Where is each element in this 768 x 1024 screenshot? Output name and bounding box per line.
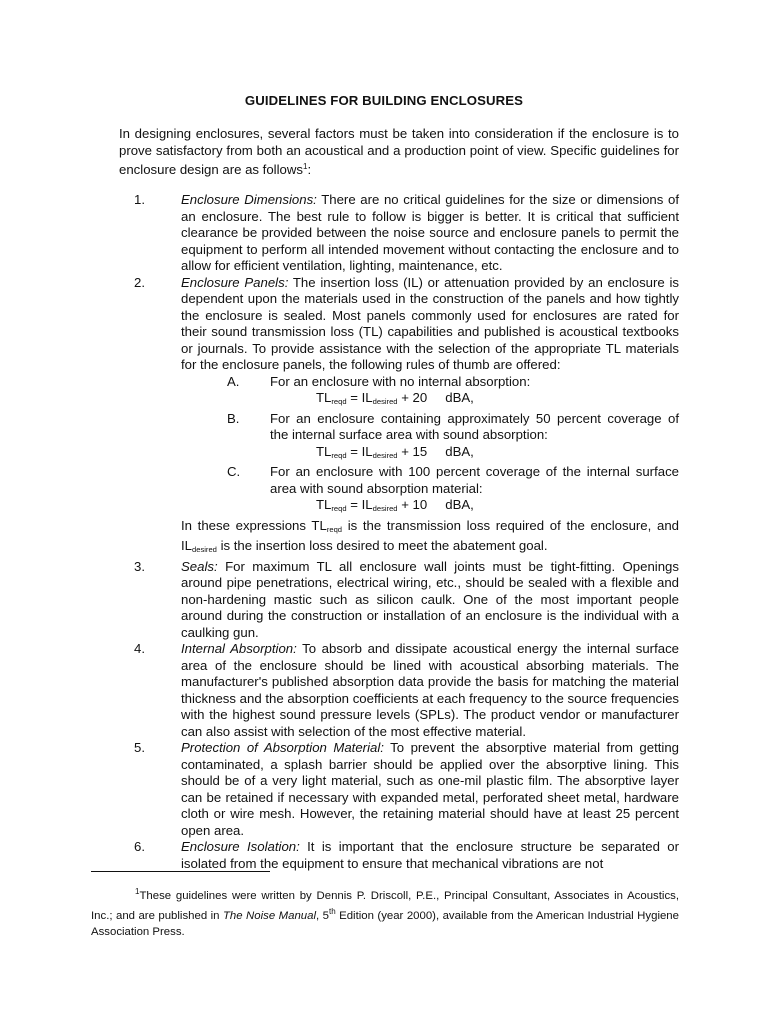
list-item xyxy=(0,740,768,839)
list-item-text xyxy=(181,839,679,872)
list-item-text xyxy=(181,559,679,642)
footnote: $^1$These guidelines were written by Dennis P. Driscoll, P.E., Principal Consultant, Associates in Acoustics, Inc.; and are published in The Noise Manual, 5th Edition (year 2000), available from the American Industrial Hygiene Association Press. xyxy=(91,887,679,938)
rule-formula: $TL_{reqd} = IL_{desired} + 15$ dBA, xyxy=(316,443,474,460)
rule-text: For an enclosure with 100 percent coverage of the internal surface area with sound absorption material: xyxy=(270,464,679,496)
list-item-body: It is important that the enclosure structure be separated or isolated from the equipment to ensure that mechanical vibrations are not xyxy=(181,839,679,871)
list-item-body: To prevent the absorptive material from getting contaminated, a splash barrier should be applied over the absorptive lining. This should be of a very light material, such as one-mil plastic film. The absorptive layer can be retained if necessary with expanded metal, perforated sheet metal, hardware cloth or wire mesh. However, the retaining material should have at least 25 percent open area. xyxy=(181,740,679,838)
rule-text: For an enclosure with no internal absorption: xyxy=(270,373,531,389)
list-item-number: 2. xyxy=(134,274,145,290)
list-item-heading: Enclosure Panels: xyxy=(181,274,289,290)
list-item-body: The insertion loss (IL) or attenuation provided by an enclosure is dependent upon the materials used in the construction of the panels and how tightly the enclosure is sealed. Most panels commonly used for enclosures are rated for their sound transmission loss (TL) capabilities and published is acoustical textbooks or journals. To provide assistance with the selection of the appropriate TL materials for the enclosure panels, the following rules of thumb are offered: xyxy=(181,274,679,372)
list-item-body: To absorb and dissipate acoustical energy the internal surface area of the enclosure should be lined with acoustical absorbing materials. The manufacturer's published absorption data provide the basis for matching the material thickness and the absorption coefficients at each frequency to the source frequencies with the highest sound pressure levels (SPLs). The product vendor or manufacturer can also assist with selection of the most effective material. xyxy=(181,641,679,739)
rule-letter: A. xyxy=(227,373,240,389)
rule-formula: $TL_{reqd} = IL_{desired} + 10$ dBA, xyxy=(316,497,474,513)
guidelines-list xyxy=(0,192,768,872)
list-item-heading: Protection of Absorption Material: xyxy=(181,740,384,755)
rule-letter: C. xyxy=(227,464,241,479)
list-item-text xyxy=(181,192,679,275)
footnote-reference: 1 xyxy=(303,162,308,171)
list-item xyxy=(0,641,768,740)
rule-formula: $TL_{reqd} = IL_{desired} + 20$ dBA, xyxy=(316,390,474,406)
list-item xyxy=(0,192,768,275)
rule-item xyxy=(227,464,679,497)
list-item-heading: Internal Absorption: xyxy=(181,641,297,656)
list-item-text xyxy=(181,641,679,740)
list-item-number: 1. xyxy=(134,192,145,207)
list-item-body: There are no critical guidelines for the size or dimensions of an enclosure. The best rule to follow is bigger is better. It is critical that sufficient clearance be provided between the noise source and enclosure panels to permit the equipment to perform all intended movement without contacting the enclosure and to allow for efficient ventilation, lighting, maintenance, etc. xyxy=(181,192,679,273)
rule-item xyxy=(227,374,679,391)
page-title: GUIDELINES FOR BUILDING ENCLOSURES xyxy=(244,93,524,108)
expressions-note: In these expressions $TL_{reqd}$ is the transmission loss required of the enclosure, and $IL_{desired}$ is the insertion loss desired to meet the abatement goal. xyxy=(181,517,679,554)
rule-text: For an enclosure containing approximately 50 percent coverage of the internal surface area with sound absorption: xyxy=(270,410,679,442)
rule-letter: B. xyxy=(227,410,240,426)
list-item-heading: Seals: xyxy=(181,558,218,574)
book-title: The Noise Manual xyxy=(222,910,316,922)
intro-text: In designing enclosures, several factors must be taken into consideration if the enclosure is to prove satisfactory from both an acoustical and a production point of view. Specific guidelines for enclosure design are as follows xyxy=(119,126,679,177)
list-item-text xyxy=(181,740,679,839)
list-item-number: 5. xyxy=(134,740,145,755)
list-item-number: 3. xyxy=(134,558,145,574)
rule-item xyxy=(227,411,679,444)
list-item-body: For maximum TL all enclosure wall joints must be tight-fitting. Openings around pipe penetrations, electrical wiring, etc., should be sealed with a flexible and non-hardening mastic such as silicon caulk. One of the most important people around during the construction or installation of an enclosure is the individual with a caulking gun. xyxy=(181,558,679,640)
footnote-mark: 1 xyxy=(135,887,140,896)
list-item-number: 6. xyxy=(134,839,145,854)
list-item xyxy=(0,275,768,559)
intro-paragraph xyxy=(119,126,679,179)
list-item-number: 4. xyxy=(134,641,145,656)
list-item-heading: Enclosure Isolation: xyxy=(181,839,300,854)
footnote-separator xyxy=(91,871,270,872)
list-item xyxy=(0,559,768,642)
intro-end: : xyxy=(307,162,312,177)
list-item-heading: Enclosure Dimensions: xyxy=(181,192,317,207)
list-item xyxy=(0,839,768,872)
list-item-text xyxy=(181,275,679,374)
